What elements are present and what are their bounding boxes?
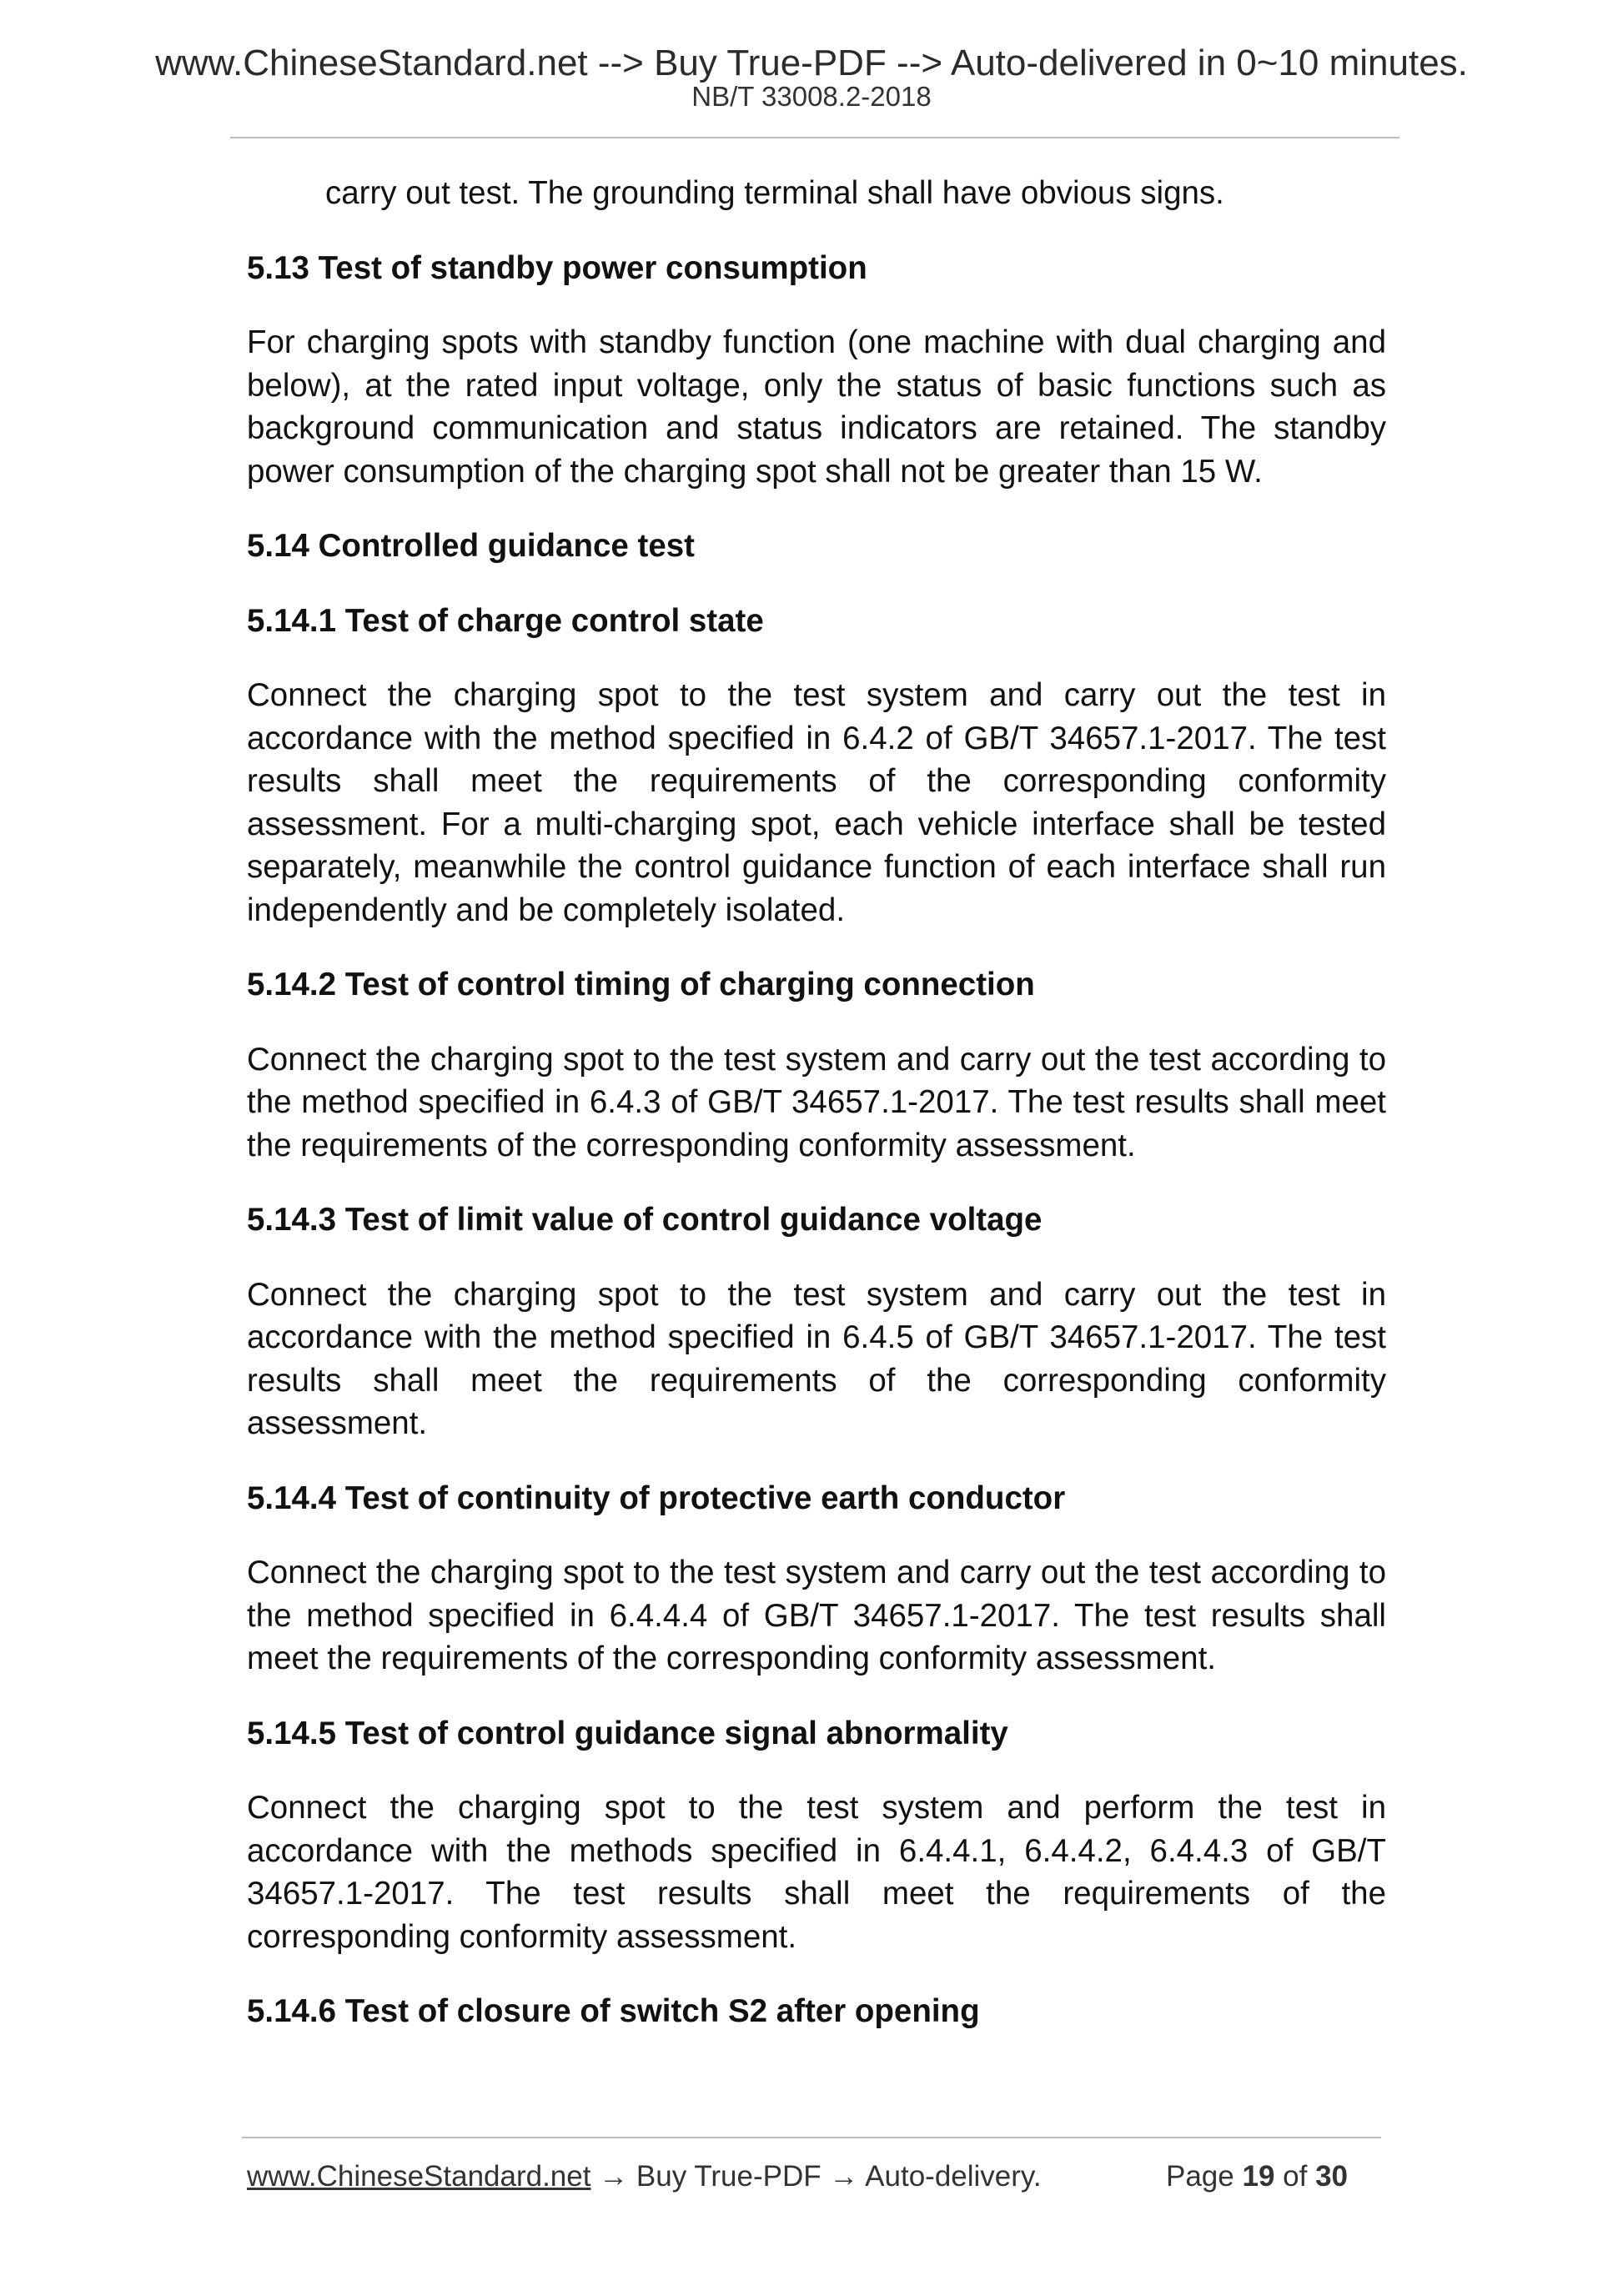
footer-promo <box>247 2160 1042 2193</box>
section-5-14-2-heading: 5.14.2 Test of control timing of charging connection <box>247 967 1035 1002</box>
footer-site-link[interactable]: www.ChineseStandard.net <box>247 2160 591 2193</box>
site-banner[interactable]: www.ChineseStandard.net --> Buy True-PDF --> Auto-delivered in 0~10 minutes. <box>155 43 1468 83</box>
section-5-14-2-body: Connect the charging spot to the test system and carry out the test according to the method specified in 6.4.3 of GB/T 34657.1-2017. The test results shall meet the requirements of the corresponding conformity assessment. <box>247 1041 1386 1163</box>
section-5-14-3-heading: 5.14.3 Test of limit value of control guidance voltage <box>247 1202 1043 1238</box>
of-word: of <box>1283 2160 1308 2193</box>
section-5-14-1-body: Connect the charging spot to the test system and carry out the test in accordance with the method specified in 6.4.2 of GB/T 34657.1-2017. The test results shall meet the requirements of the corresponding conformity assessment. For a multi-charging spot, each vehicle interface shall be tested separately, meanwhile the control guidance function of each interface shall run independently and be completely isolated. <box>247 677 1386 928</box>
footer-divider <box>242 2137 1381 2138</box>
section-5-13-heading: 5.13 Test of standby power consumption <box>247 249 867 286</box>
section-5-14-5-body: Connect the charging spot to the test system and perform the test in accordance with the methods specified in 6.4.4.1, 6.4.4.2, 6.4.4.3 of GB/T 34657.1-2017. The test results shall meet the requirements of the corresponding conformity assessment. <box>247 1790 1386 1955</box>
page-word: Page <box>1166 2160 1234 2193</box>
section-5-14-1-heading: 5.14.1 Test of charge control state <box>247 602 764 639</box>
footer-promo-text: → Buy True-PDF → Auto-delivery. <box>590 2160 1042 2193</box>
section-5-14-heading: 5.14 Controlled guidance test <box>247 528 695 564</box>
document-id: NB/T 33008.2-2018 <box>691 81 932 112</box>
header-divider <box>230 137 1399 138</box>
section-5-14-5-heading: 5.14.5 Test of control guidance signal abnormality <box>247 1715 1008 1751</box>
section-5-14-4-heading: 5.14.4 Test of continuity of protective earth conductor <box>247 1480 1066 1516</box>
page-total: 30 <box>1315 2160 1349 2193</box>
section-5-14-4-body: Connect the charging spot to the test system and carry out the test according to the method specified in 6.4.4.4 of GB/T 34657.1-2017. The test results shall meet the requirements of the corresponding conformity assessment. <box>247 1555 1386 1676</box>
page-content <box>247 172 1386 2065</box>
section-5-14-6-heading: 5.14.6 Test of closure of switch S2 after opening <box>247 1993 980 2029</box>
continuation-text: carry out test. The grounding terminal shall have obvious signs. <box>325 175 1224 211</box>
page-number: 19 <box>1242 2160 1275 2193</box>
section-5-13-body: For charging spots with standby function (one machine with dual charging and below), at the rated input voltage, only the status of basic functions such as background communication and status indicators are retained. The standby power consumption of the charging spot shall not be greater than 15 W. <box>247 324 1386 490</box>
section-5-14-3-body: Connect the charging spot to the test system and carry out the test in accordance with the method specified in 6.4.5 of GB/T 34657.1-2017. The test results shall meet the requirements of the corresponding conformity assessment. <box>247 1276 1386 1441</box>
page-indicator <box>1166 2160 1348 2193</box>
